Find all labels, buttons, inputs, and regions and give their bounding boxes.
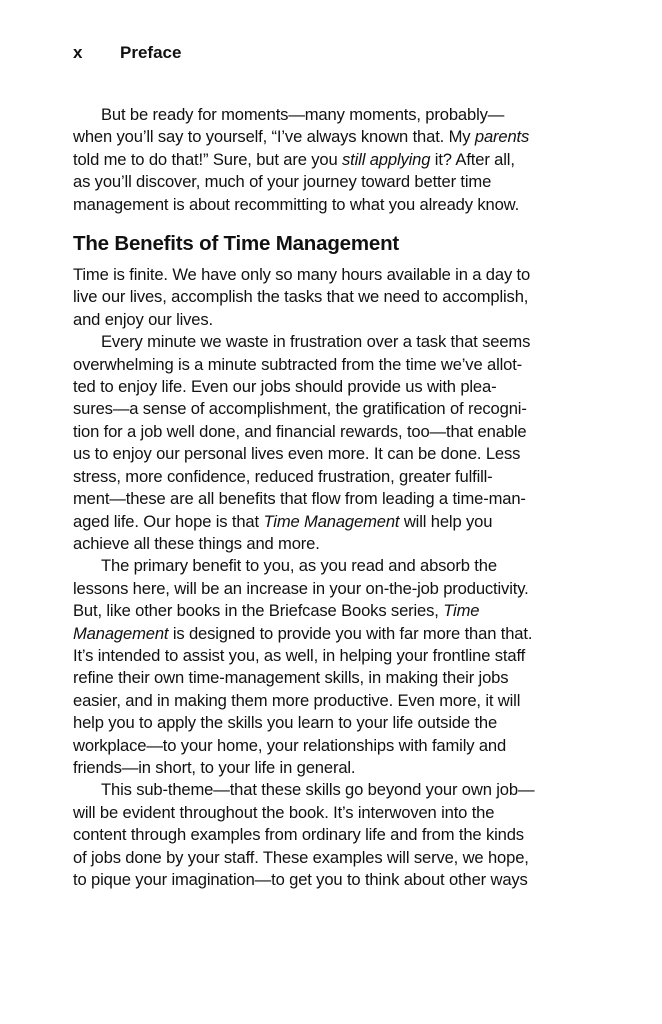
- emphasis: still applying: [342, 149, 431, 169]
- text-line: But be ready for moments—many moments, probably—: [101, 105, 505, 124]
- text-line: us to enjoy our personal lives even more. It can be done. Less: [73, 444, 521, 464]
- paragraph-4: [73, 779, 591, 891]
- text-line: achieve all these things and more.: [73, 533, 320, 553]
- text-line: will be evident throughout the book. It’s interwoven into the: [73, 802, 495, 822]
- book-title-emphasis: Management: [73, 623, 169, 643]
- text-line: The primary benefit to you, as you read and absorb the: [101, 556, 497, 576]
- page-number: x: [73, 43, 83, 62]
- text-line: when you’ll say to yourself, “I’ve always known that. My parents: [73, 127, 530, 147]
- book-title-emphasis: Time: [443, 601, 480, 621]
- paragraph-2: [73, 331, 591, 555]
- text-line: easier, and in making them more productive. Even more, it will: [73, 690, 521, 710]
- book-title-emphasis: Time Management: [263, 511, 400, 531]
- text-line: friends—in short, to your life in general.: [73, 757, 356, 777]
- text-line: Every minute we waste in frustration over a task that seems: [101, 332, 531, 352]
- text-line: content through examples from ordinary life and from the kinds: [73, 825, 524, 845]
- running-head: [73, 40, 591, 66]
- text-line: stress, more confidence, reduced frustration, greater fulfill-: [73, 466, 493, 486]
- body-text: [73, 104, 591, 891]
- text-line: and enjoy our lives.: [73, 309, 213, 329]
- chapter-title: Preface: [120, 43, 182, 62]
- text-line: Time is finite. We have only so many hours available in a day to: [73, 265, 531, 285]
- paragraph-1: [73, 264, 591, 331]
- text-line: But, like other books in the Briefcase Books series, Time: [73, 601, 480, 621]
- emphasis: parents: [474, 127, 530, 147]
- text-line: ment—these are all benefits that flow from leading a time-man-: [73, 489, 526, 509]
- text-line: This sub-theme—that these skills go beyond your own job—: [101, 780, 535, 800]
- text-line: workplace—to your home, your relationships with family and: [73, 735, 507, 755]
- text-line: overwhelming is a minute subtracted from the time we’ve allot-: [73, 354, 523, 374]
- text-line: to pique your imagination—to get you to think about other ways: [73, 870, 528, 889]
- text-line: lessons here, will be an increase in your on-the-job productivity.: [73, 578, 529, 598]
- text-line: Management is designed to provide you with far more than that.: [73, 623, 533, 643]
- text-line: as you’ll discover, much of your journey toward better time: [73, 172, 492, 192]
- text-line: tion for a job well done, and financial rewards, too—that enable: [73, 421, 527, 441]
- text-line: ted to enjoy life. Even our jobs should provide us with plea-: [73, 377, 497, 397]
- paragraph-3: [73, 555, 591, 779]
- text-line: management is about recommitting to what you already know.: [73, 194, 520, 214]
- book-page: [73, 40, 591, 891]
- text-line: help you to apply the skills you learn to your life outside the: [73, 713, 498, 733]
- text-line: of jobs done by your staff. These examples will serve, we hope,: [73, 847, 529, 867]
- section-heading: The Benefits of Time Management: [73, 232, 400, 256]
- text-line: sures—a sense of accomplishment, the gratification of recogni-: [73, 399, 527, 419]
- intro-paragraph: [73, 104, 591, 216]
- text-line: aged life. Our hope is that Time Management will help you: [73, 511, 493, 531]
- text-line: It’s intended to assist you, as well, in helping your frontline staff: [73, 645, 526, 665]
- text-line: live our lives, accomplish the tasks that we need to accomplish,: [73, 287, 529, 307]
- text-line: refine their own time-management skills, in making their jobs: [73, 668, 509, 688]
- text-line: told me to do that!” Sure, but are you still applying it? After all,: [73, 149, 515, 169]
